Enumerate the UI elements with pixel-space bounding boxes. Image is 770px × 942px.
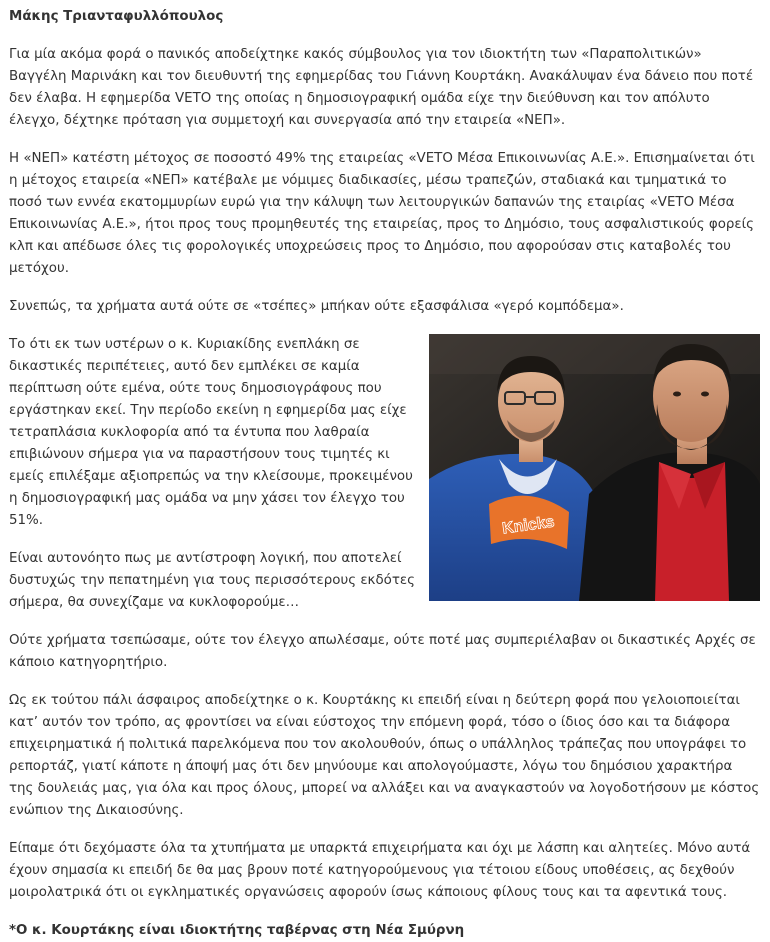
- paragraph-4-text: Το ότι εκ των υστέρων ο κ. Κυριακίδης ενεπλάκη σε δικαστικές περιπέτειες, αυτό δεν εμπλέκει σε καμία περίπτωση ούτε εμένα, ούτε τους δημοσιογράφους που εργάστηκαν εκεί. Την περίοδο εκείνη η εφημερίδα μας είχε τετραπλάσια κυκλοφορία από τα έντυπα που λαθραία επιβιώνουν σήμερα για να παραστήσουν τους τιμητές κι εμείς επιλέξαμε αξιοπρεπώς να την κλείσουμε, προκειμένου η δημοσιογραφική μας ομάδα να μην χάσει τον έλεγχο του 51%.: [9, 337, 413, 528]
- paragraph-8: Είπαμε ότι δεχόμαστε όλα τα χτυπήματα με υπαρκτά επιχειρήματα και όχι με λάσπη και αλητείες. Μόνο αυτά έχουν σημασία κι επειδή δε θα μας βρουν ποτέ κατηγορούμενους για τέτοιου είδους υποθέσεις, ας δεχθούν μοιρολατρικά ότι οι εγκληματικές οργανώσεις αφορούν ίσως κάποιους φίλους τους και τα αφεντικά τους.: [9, 841, 751, 900]
- author-name: Μάκης Τριανταφυλλόπουλος: [9, 9, 224, 24]
- paragraph-2: Η «ΝΕΠ» κατέστη μέτοχος σε ποσοστό 49% της εταιρείας «VETO Μέσα Επικοινωνίας Α.Ε.». Επισημαίνεται ότι η μέτοχος εταιρεία «ΝΕΠ» κατέβαλε με νόμιμες διαδικασίες, μέσω τραπεζών, σταδιακά και τμηματικά το ποσό των εννέα εκατομμυρίων ευρώ για την κάλυψη των λειτουργικών δαπανών της εταιρίας «VETO Μέσα Επικοινωνίας Α.Ε.», ήτοι προς τους προμηθευτές της εταιρείας, προς το Δημόσιο, τους ασφαλιστικούς φορείς κλπ και απέδωσε όλες τις φορολογικές υποχρεώσεις προς το Δημόσιο, που αφορούσαν στις καταβολές του μετόχου.: [9, 151, 755, 276]
- footnote: *Ο κ. Κουρτάκης είναι ιδιοκτήτης ταβέρνας στη Νέα Σμύρνη: [9, 923, 465, 938]
- jersey-logo: Knicks: [501, 513, 556, 538]
- paragraph-4: [9, 334, 760, 538]
- paragraph-3: Συνεπώς, τα χρήματα αυτά ούτε σε «τσέπες» μπήκαν ούτε εξασφάλισα «γερό κομπόδεμα».: [9, 299, 624, 314]
- paragraph-7: Ως εκ τούτου πάλι άσφαιρος αποδείχτηκε ο κ. Κουρτάκης κι επειδή είναι η δεύτερη φορά που γελοιοποιείται κατ’ αυτόν τον τρόπο, ας φροντίσει να είναι εύστοχος την επόμενη φορά, τόσο ο ίδιος όσο και τα διάφορα επιχειρηματικά ή πολιτικά παρελκόμενα που τον ακολουθούν, όπως ο υπάλληλος τράπεζας που υπογράφει το ρεπορτάζ, γιατί κάποτε η άποψή μας ότι δεν μηνύουμε και απολογούμαστε, λόγω του δημόσιου χαρακτήρα της δουλειάς μας, για όλα και προς όλους, μπορεί να αλλάξει και να αναγκαστούν να λογοδοτήσουν με κόστος ενώπιον της Δικαιοσύνης.: [9, 693, 760, 818]
- paragraph-1: Για μία ακόμα φορά ο πανικός αποδείχτηκε κακός σύμβουλος για τον ιδιοκτήτη των «Παραπολιτικών» Βαγγέλη Μαρινάκη και τον διευθυντή της εφημερίδας του Γιάννη Κουρτάκη. Ανακάλυψαν ένα δάνειο που ποτέ δεν έλαβα. Η εφημερίδα VETO της οποίας η δημοσιογραφική ομάδα είχε την διεύθυνση και τον απόλυτο έλεγχο, δέχτηκε πρόταση για συμμετοχή και συνεργασία από την εταιρεία «ΝΕΠ».: [9, 47, 754, 128]
- article: [0, 6, 770, 942]
- paragraph-6: Ούτε χρήματα τσεπώσαμε, ούτε τον έλεγχο απωλέσαμε, ούτε ποτέ μας συμπεριέλαβαν οι δικαστικές Αρχές σε κάποιο κατηγορητήριο.: [9, 633, 756, 670]
- two-men-photo-illustration: [429, 334, 760, 601]
- article-photo: [429, 334, 760, 601]
- paragraph-5: Είναι αυτονόητο πως με αντίστροφη λογική, που αποτελεί δυστυχώς την πεπατημένη για τους περισσότερους εκδότες σήμερα, θα συνεχίζαμε να κυκλοφορούμε…: [9, 551, 415, 610]
